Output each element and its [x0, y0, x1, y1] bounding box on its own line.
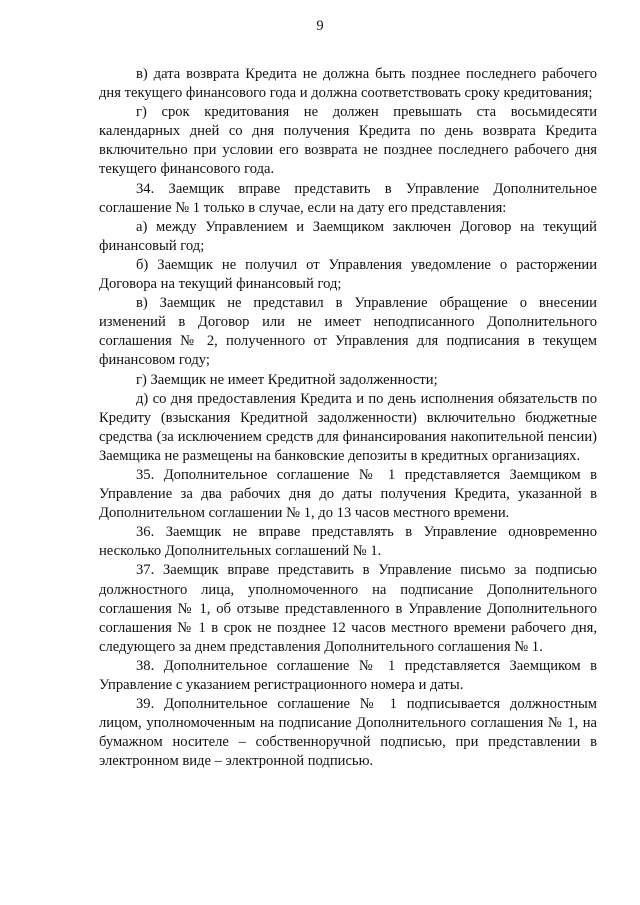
paragraph-clause-39: 39. Дополнительное соглашение № 1 подписывается должностным лицом, уполномоченным на подписание Дополнительного соглашения № 1, на бумажном носителе – собственноручной подписью, при представлении в электронном виде – электронной подписью.: [99, 696, 597, 770]
paragraph-clause-36: 36. Заемщик не вправе представлять в Управление одновременно несколько Дополнительных соглашений № 1.: [99, 524, 597, 560]
paragraph-item-v-no-amendment-request: в) Заемщик не представил в Управление обращение о внесении изменений в Договор или не имеет неподписанного Дополнительного соглашения № 2, полученного от Управления для подписания в текущем финансовом году;: [99, 295, 597, 369]
paragraph-item-g-credit-term: г) срок кредитования не должен превышать ста восьмидесяти календарных дней со дня получения Кредита по день возврата Кредита включительно при условии его возврата не позднее последнего рабочего дня текущего финансового года.: [99, 104, 597, 178]
paragraph-item-g-no-debt: г) Заемщик не имеет Кредитной задолженности;: [136, 371, 438, 388]
paragraph-clause-35: 35. Дополнительное соглашение № 1 представляется Заемщиком в Управление за два рабочих дня до даты получения Кредита, указанной в Дополнительном соглашении № 1, до 13 часов местного времени.: [99, 466, 597, 522]
paragraph-item-v-return-date: в) дата возврата Кредита не должна быть позднее последнего рабочего дня текущего финансового года и должна соответствовать сроку кредитования;: [99, 66, 597, 102]
paragraph-item-d-no-deposits: д) со дня предоставления Кредита и по день исполнения обязательств по Кредиту (взыскания Кредитной задолженности) включительно бюджетные средства (за исключением средств для финансирования накопительной пенсии) Заемщика не размещены на банковские депозиты в кредитных организациях.: [99, 390, 597, 464]
paragraph-clause-37: 37. Заемщик вправе представить в Управление письмо за подписью должностного лица, уполномоченного на подписание Дополнительного соглашения № 1, об отзыве представленного в Управление Дополнительного соглашения № 1 в срок не позднее 12 часов местного времени рабочего дня, следующего за днем представления Дополнительного соглашения № 1.: [99, 562, 597, 655]
paragraph-item-b-no-termination-notice: б) Заемщик не получил от Управления уведомление о расторжении Договора на текущий финансовый год;: [99, 256, 597, 293]
page-number: 9: [316, 18, 324, 34]
paragraph-item-a-contract-concluded: а) между Управлением и Заемщиком заключен Договор на текущий финансовый год;: [99, 218, 597, 254]
document-body: [99, 65, 597, 771]
paragraph-clause-38: 38. Дополнительное соглашение № 1 представляется Заемщиком в Управление с указанием регистрационного номера и даты.: [99, 657, 597, 693]
paragraph-clause-34: 34. Заемщик вправе представить в Управление Дополнительное соглашение № 1 только в случае, если на дату его представления:: [99, 180, 597, 216]
